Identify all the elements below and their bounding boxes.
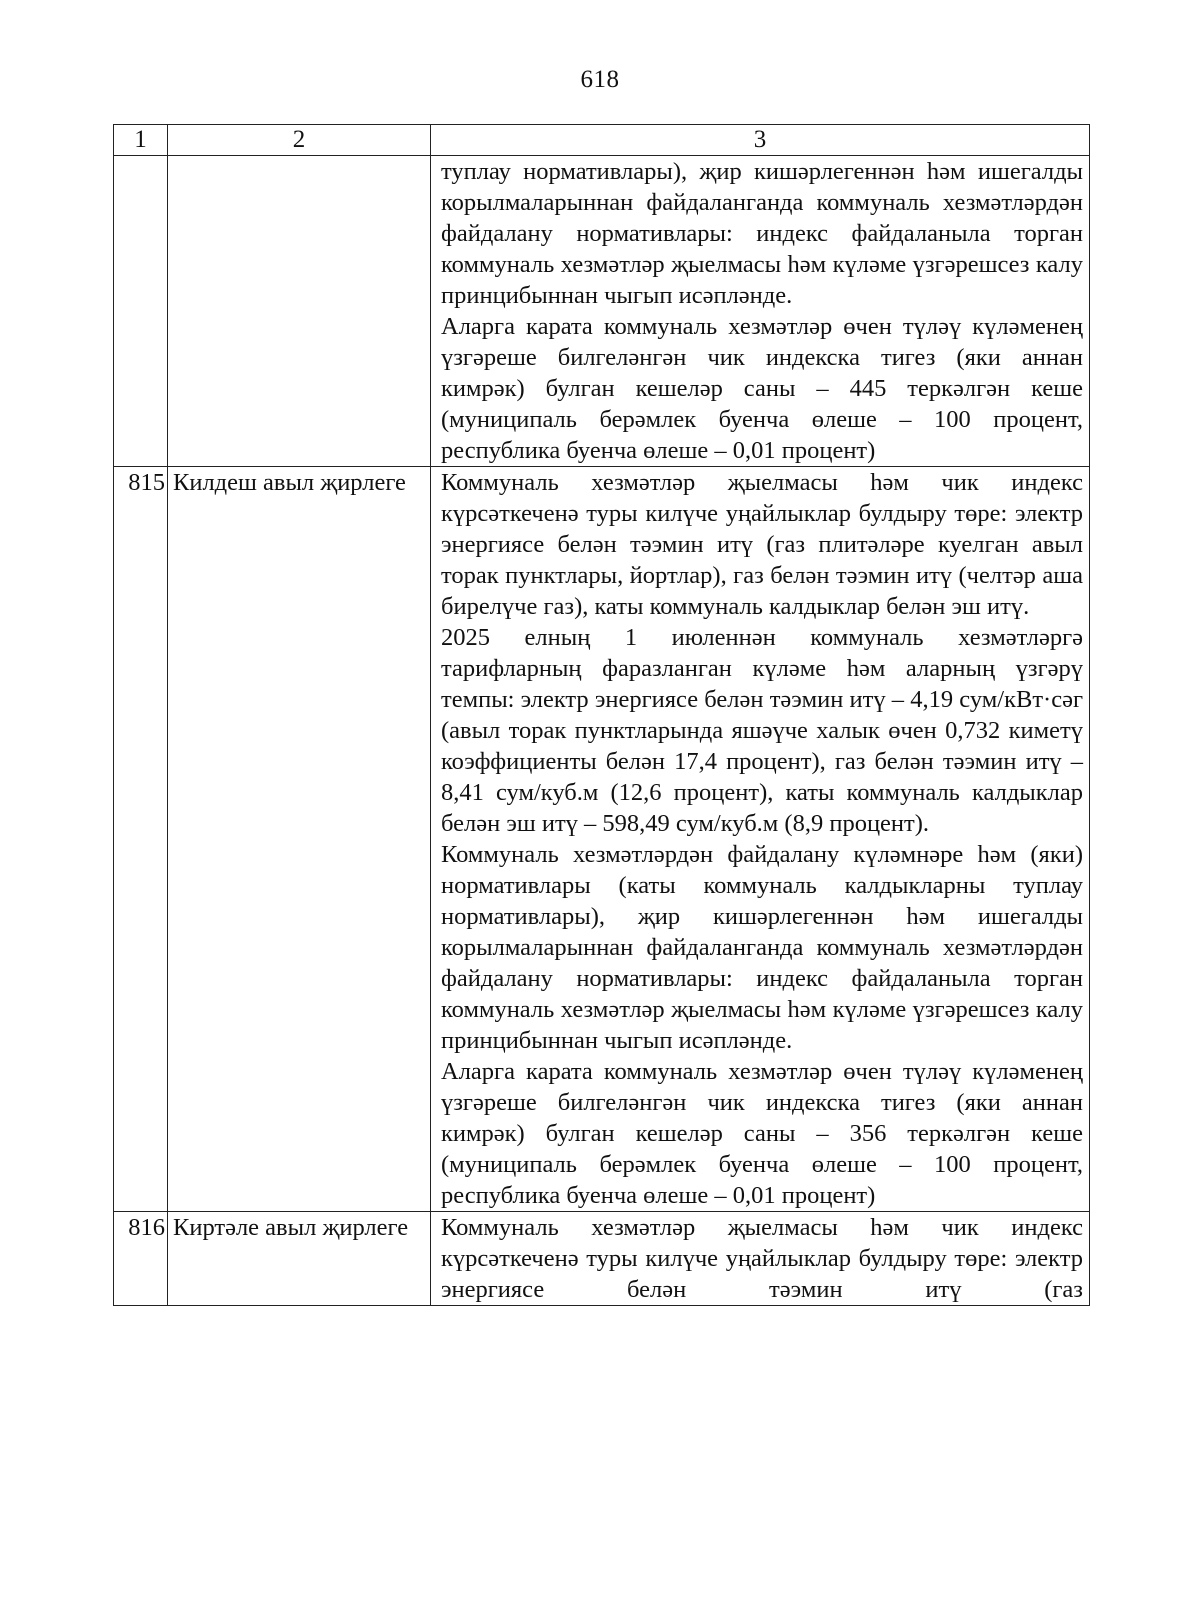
table-row bbox=[114, 1212, 1090, 1306]
description-cell bbox=[431, 1212, 1090, 1306]
row-number: 815 bbox=[114, 467, 168, 1212]
column-header-1: 1 bbox=[114, 125, 168, 156]
row-number: 816 bbox=[114, 1212, 168, 1306]
description-cell bbox=[431, 467, 1090, 1212]
truncated-cell-content bbox=[441, 1212, 1083, 1305]
paragraph: туплау нормативлары), җир кишәрлегеннән һәм ишегалды корылмаларыннан файдаланганда коммуналь хезмәтләрдән файдалану нормативлары: индекс файдаланыла торган коммуналь хезмәтләр җыелмасы һәм күләме үзгәрешсез калу принцибыннан чыгып исәпләнде. bbox=[441, 158, 1083, 309]
settlement-name: Килдеш авыл җирлеге bbox=[168, 467, 431, 1212]
data-table bbox=[113, 124, 1090, 1306]
paragraph: Аларга карата коммуналь хезмәтләр өчен түләү күләменең үзгәреше билгеләнгән чик индекска тигез (яки аннан кимрәк) булган кешеләр саны – 356 теркәлгән кеше (муниципаль берәмлек буенча өлеше – 100 процент, республика буенча өлеше – 0,01 процент) bbox=[441, 1058, 1083, 1209]
settlement-name: Киртәле авыл җирлеге bbox=[168, 1212, 431, 1306]
paragraph: Коммуналь хезмәтләр җыелмасы һәм чик индекс күрсәткеченә туры килүче уңайлыклар булдыру төре: электр энергиясе белән тәэмин итү (газ плитәләре куелган авыл торак пунктлары, йортлар), газ белән тәэмин итү (челтәр аша бирелүче газ), каты коммуналь калдыклар белән эш итү. bbox=[441, 469, 1083, 620]
table-row bbox=[114, 467, 1090, 1212]
paragraph: 2025 елның 1 июленнән коммуналь хезмәтләргә тарифларның фаразланган күләме һәм аларның үзгәрү темпы: электр энергиясе белән тәэмин итү – 4,19 сум/кВт·сәг (авыл торак пунктларында яшәүче халык өчен 0,732 киметү коэффициенты белән 17,4 процент), газ белән тәэмин итү – 8,41 сум/куб.м (12,6 процент), каты коммуналь калдыклар белән эш итү – 598,49 сум/куб.м (8,9 процент). bbox=[441, 624, 1083, 837]
paragraph: Аларга карата коммуналь хезмәтләр өчен түләү күләменең үзгәреше билгеләнгән чик индекска тигез (яки аннан кимрәк) булган кешеләр саны – 445 теркәлгән кеше (муниципаль берәмлек буенча өлеше – 100 процент, республика буенча өлеше – 0,01 процент) bbox=[441, 313, 1083, 464]
settlement-name bbox=[168, 156, 431, 467]
description-cell bbox=[431, 156, 1090, 467]
paragraph: Коммуналь хезмәтләрдән файдалану күләмнәре һәм (яки) нормативлары (каты коммуналь калдыкларны туплау нормативлары), җир кишәрлегеннән һәм ишегалды корылмаларыннан файдаланганда коммуналь хезмәтләрдән файдалану нормативлары: индекс файдаланыла торган коммуналь хезмәтләр җыелмасы һәм күләме үзгәрешсез калу принцибыннан чыгып исәпләнде. bbox=[441, 841, 1083, 1054]
page-number: 618 bbox=[580, 66, 620, 93]
table-row bbox=[114, 156, 1090, 467]
table-header-row bbox=[114, 125, 1090, 156]
column-header-3: 3 bbox=[431, 125, 1090, 156]
row-number bbox=[114, 156, 168, 467]
paragraph: Коммуналь хезмәтләр җыелмасы һәм чик индекс күрсәткеченә туры килүче уңайлыклар булдыру төре: электр энергиясе белән тәэмин итү (газ bbox=[441, 1214, 1083, 1303]
column-header-2: 2 bbox=[168, 125, 431, 156]
